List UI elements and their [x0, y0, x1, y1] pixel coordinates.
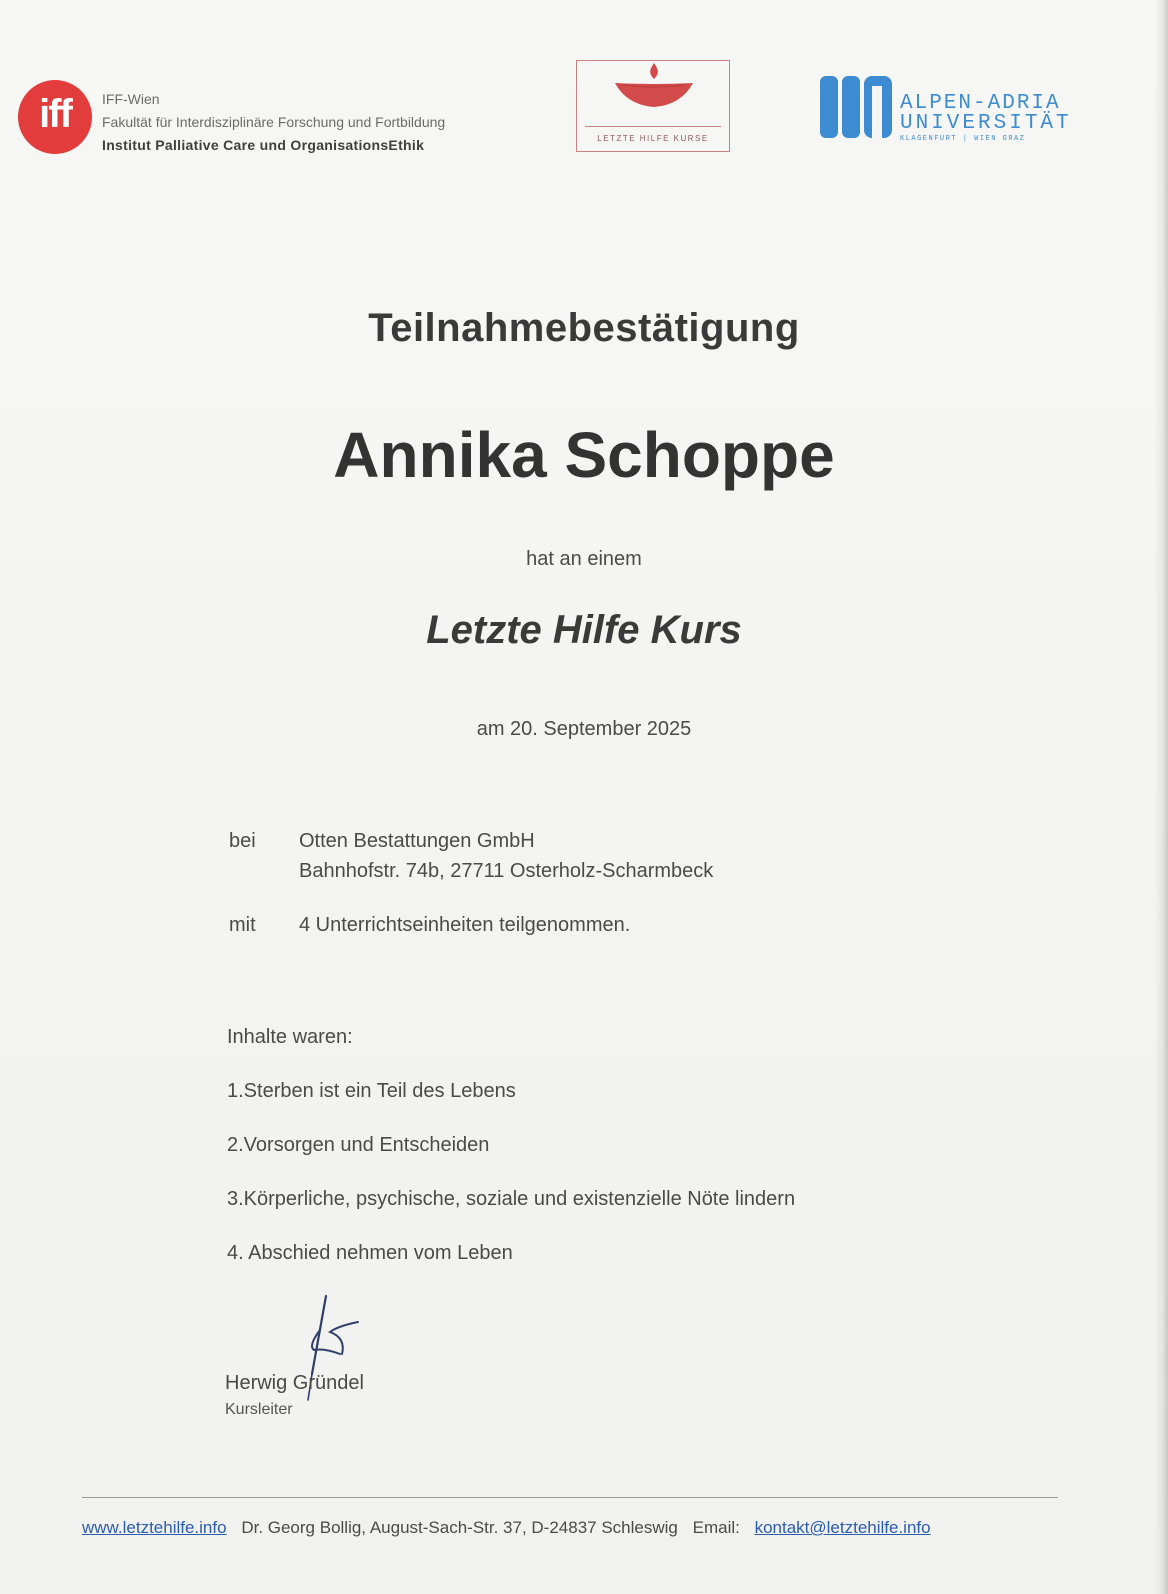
aau-wordmark — [900, 94, 1072, 144]
iff-logo-text: iff — [39, 92, 71, 136]
footer-address: Dr. Georg Bollig, August-Sach-Str. 37, D-24837 Schleswig — [241, 1518, 678, 1537]
email-link[interactable]: kontakt@letztehilfe.info — [754, 1518, 931, 1537]
iff-institution-text — [102, 88, 445, 157]
aau-logo-icon — [820, 74, 894, 140]
iff-logo — [18, 80, 92, 154]
signer-role: Kursleiter — [225, 1401, 293, 1418]
letzte-hilfe-logo — [576, 60, 730, 152]
iff-line-1: IFF-Wien — [102, 91, 160, 107]
content-item: 1.Sterben ist ein Teil des Lebens — [227, 1080, 516, 1102]
venue-name: Otten Bestattungen GmbH — [299, 830, 535, 852]
bei-label: bei — [229, 830, 256, 852]
letzte-hilfe-caption: LETZTE HILFE KURSE — [597, 134, 709, 143]
intro-text: hat an einem — [526, 548, 642, 570]
footer-divider — [82, 1497, 1058, 1498]
letzte-hilfe-divider — [585, 126, 721, 127]
contents-heading: Inhalte waren: — [227, 1026, 353, 1048]
aau-line-2: UNIVERSITÄT — [900, 112, 1072, 135]
content-item: 2.Vorsorgen und Entscheiden — [227, 1134, 490, 1156]
website-link[interactable]: www.letztehilfe.info — [82, 1518, 227, 1537]
email-label: Email: — [692, 1518, 740, 1537]
venue-address: Bahnhofstr. 74b, 27711 Osterholz-Scharmbeck — [299, 860, 714, 882]
mit-label: mit — [229, 914, 256, 936]
oil-lamp-icon — [577, 61, 731, 121]
content-item: 4. Abschied nehmen vom Leben — [227, 1242, 513, 1264]
aau-line-1: ALPEN-ADRIA — [900, 92, 1061, 115]
content-item: 3.Körperliche, psychische, soziale und existenzielle Nöte lindern — [227, 1188, 796, 1210]
footer — [82, 1518, 931, 1538]
page-edge-shadow — [1154, 0, 1168, 1594]
venue-block — [299, 826, 713, 886]
participant-name: Annika Schoppe — [333, 419, 835, 491]
course-name: Letzte Hilfe Kurs — [426, 608, 742, 652]
aau-line-3: KLAGENFURT | WIEN GRAZ — [900, 135, 1026, 143]
signer-name: Herwig Gründel — [225, 1372, 364, 1394]
iff-line-3: Institut Palliative Care und OrganisationsEthik — [102, 137, 425, 153]
course-date: am 20. September 2025 — [476, 718, 692, 740]
units-text: 4 Unterrichtseinheiten teilgenommen. — [299, 914, 631, 936]
certificate-title: Teilnahmebestätigung — [368, 306, 800, 350]
iff-line-2: Fakultät für Interdisziplinäre Forschung und Fortbildung — [102, 114, 446, 130]
